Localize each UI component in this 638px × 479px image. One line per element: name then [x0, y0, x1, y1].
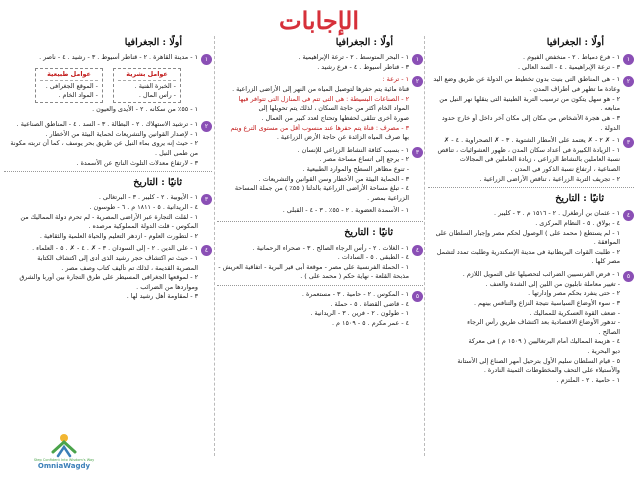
- answer-line: ٢ - هو سهل يتكون من ترسيب التربة الطينية التى ينقلها نهر النيل من: [439, 94, 620, 103]
- answer-line: منابعه .: [600, 104, 620, 113]
- answer-line: وعادة ما تظهر فى أطراف المدن .: [529, 85, 620, 94]
- answer-line: ٢ - تجريف التربة الزراعية ، تناقص الأراضى الزراعية .: [479, 174, 620, 183]
- answer-line: ٣ - هى هجرة الأشخاص من مكان إلى مكان آخر داخل أو خارج حدود: [441, 113, 620, 122]
- question-block: [4, 105, 212, 117]
- answer-line: ٣ - ترعة الإبراهيمية . ٤ - السد العالى .: [517, 62, 620, 71]
- table-header: عوامل بشرية: [118, 70, 176, 81]
- answer-line: ١ - بسبب كثافة النشاط الزراعى للإنسان .: [297, 145, 409, 154]
- answer-line: الزراعية بمصر .: [367, 193, 409, 202]
- question-block: [4, 53, 212, 65]
- answer-line: ١ - عثمان بن أرطغرل . ٢ - ١٥١٦ م . ٣ - كليبر .: [494, 209, 620, 218]
- answer-line: ٥ - قيام السلطان سليم الأول بترحيل أمهر الصناع إلى الأستانة: [457, 356, 620, 365]
- question-block: [217, 206, 423, 218]
- natural-factors-column: [35, 68, 103, 103]
- question-block: [4, 244, 212, 302]
- answer-line: ١ - لإصدار القوانين والتشريعات لحماية البيئة من الأخطار .: [45, 129, 198, 138]
- answers-column-2: [217, 34, 423, 474]
- answer-line: ١ - ترشيد الاستهلاك . ٢ - البطالة . ٣ - السد . ٤ - المناطق الصناعية .: [16, 120, 198, 129]
- divider: [217, 285, 423, 286]
- question-number: ٥: [412, 291, 423, 302]
- answer-line: ١ - الأيوبية . ٢ - كليبر . ٣ - البرتغالى .: [98, 193, 198, 202]
- answer-line: ١ - الغلات . ٢ - رأس الرجاء الصالح . ٣ - صحراء الرحمانية .: [252, 243, 409, 252]
- answer-line: ٤ - عمر مكرم . ٥ - ١٥٠٩ م .: [331, 318, 409, 327]
- question-number: ٣: [412, 147, 423, 158]
- answer-line: ٢ - لموقعها الجغرافى المسيطر على طرق التجارة بين أوربا والشرق: [19, 273, 198, 282]
- answer-line: ١ - الزيادة الكبيرة فى أعداد سكان المدن ، ظهور العشوائيات ، تناقص: [437, 145, 620, 154]
- answer-line: ٢ - يرجع إلى اتساع مساحة مصر .: [319, 155, 409, 164]
- answer-line: - رأس المال .: [138, 91, 176, 100]
- question-block: [217, 290, 423, 328]
- answers-column-3: [4, 34, 212, 474]
- answer-line: ١ - طولون . ٢ - فرين . ٣ - الريدانية .: [310, 309, 409, 318]
- history-heading: ثانيًا : التاريخ: [555, 193, 604, 205]
- question-number: ٤: [412, 245, 423, 256]
- answer-line: ٣ - سوء الأوضاع السياسية نتيجة النزاع والتنافس بينهم .: [473, 298, 620, 307]
- answer-line: ٢ - حيث إنه يروى بماء النيل عن طريق بحر يوسف ، كما أن تربته مكونة: [10, 139, 198, 148]
- answer-line: ٤ - بولاق . ٥ - النظام المركزى .: [535, 219, 620, 228]
- answer-line: - ضعف القوة العسكرية للمماليك .: [529, 308, 620, 317]
- answer-line: الدولة .: [600, 123, 620, 132]
- answer-line: ١ - الأسمدة العضوية . ٢ - ٥٥٪ . ٣ - ٤ - القبلى .: [282, 206, 409, 215]
- answer-line: المصرية القديمة ، لذلك تم تأليف كتاب وصف مصر .: [61, 263, 198, 272]
- question-block: [4, 193, 212, 241]
- question-block: [428, 136, 634, 184]
- answer-line: المواد الخام أكثر من حاجة السكان ، لذلك يتم تحويلها إلى: [258, 104, 409, 113]
- answer-line: ٢ - طلبت القوات البريطانية فى مدينة الإسكندرية وطلبت تمدد لتشمل: [436, 247, 620, 256]
- question-number: ٣: [623, 137, 634, 148]
- answer-line: مصر كلها .: [591, 257, 620, 266]
- answer-line: الموافقة .: [593, 238, 620, 247]
- answer-line: ٤ - الطبقى . ٥ - السادات .: [337, 253, 409, 262]
- answer-line: - تدهور الأوضاع الاقتصادية بعد اكتشاف طريق رأس الرجاء: [467, 318, 620, 327]
- question-block: [428, 53, 634, 72]
- question-number: ٢: [623, 76, 634, 87]
- answer-line: مذبحة القلعة - نهاية حكم ( محمد على ) .: [300, 272, 409, 281]
- answer-line: - الموقع الجغرافى .: [45, 81, 98, 90]
- question-number: ٢: [412, 76, 423, 87]
- question-block: [428, 75, 634, 133]
- answer-line: المكوس - قلت الدولة المملوكية مرصده .: [88, 222, 198, 231]
- answer-line: نسبة العاملين بالنشاط الزراعى ، زيادة العاملين فى المجالات: [459, 155, 620, 164]
- column-divider: [424, 36, 425, 456]
- question-number: ٥: [623, 271, 634, 282]
- answers-column-1: [428, 34, 634, 474]
- answer-line: - الخبرة الفنية .: [134, 81, 176, 90]
- question-number: ٤: [201, 245, 212, 256]
- divider: [428, 187, 634, 188]
- answer-line: صورة أخرى تتلقى لحفظها وتحتاج لعدد كبير من العمال .: [261, 113, 409, 122]
- geography-heading: أولًا : الجغرافيا: [124, 37, 182, 48]
- answer-line: والأستيلاء على التحف والمخطوطات الثمينة النادرة .: [483, 366, 620, 375]
- geography-heading: أولًا : الجغرافيا: [546, 37, 604, 48]
- answer-line: - المواد الخام .: [58, 91, 98, 100]
- column-divider: [214, 36, 215, 456]
- question-number: ١: [623, 54, 634, 65]
- answer-line: ١ - مدينة القاهرة . ٢ - قناطر أسيوط . ٣ - رشيد . ٤ - ناصر .: [39, 53, 198, 62]
- divider: [217, 221, 423, 222]
- brand-logo: [24, 432, 104, 478]
- question-number: [412, 207, 423, 218]
- question-number: ١: [412, 54, 423, 65]
- answer-line: ١ - لم يستطع ( محمد على ) الوصول لحكم مصر وإجبار السلطان على: [435, 228, 620, 237]
- divider: [4, 171, 212, 172]
- logo-figure-icon: [47, 432, 81, 458]
- logo-tagline: Step Confident Into Wisdom's Way: [33, 458, 95, 462]
- answer-line: ١ - حامية . ٢ - الملتزم .: [556, 375, 620, 384]
- answer-line: ٤ - تبلغ مساحة الأراضى الزراعية بالدلتا ( ٥٥٪ ) من جملة المساحة: [234, 184, 409, 193]
- question-number: ٢: [201, 121, 212, 132]
- question-block: [4, 120, 212, 168]
- answer-line: من طمى النيل .: [155, 148, 198, 157]
- answer-line: - تغيير معاملة نابليون من اللين إلى الشدة والعنف .: [485, 279, 620, 288]
- question-block: [428, 270, 634, 385]
- answer-line: ١ - فرع دمياط . ٢ - منخفض الفيوم .: [523, 53, 620, 62]
- answer-line: ٢ - حتى ينفرد بحكم مصر وإدارتها .: [528, 289, 620, 298]
- question-number: [201, 106, 212, 117]
- answer-line: ١ - فرض الفرنسيين الضرائب لتحصيلها على التمويل اللازم .: [462, 270, 620, 279]
- factors-table: [4, 68, 212, 103]
- answer-line: ١ - البحر المتوسط . ٢ - ترعة الإبراهيمية .: [298, 53, 409, 62]
- answer-line: - تنوع مظاهر السطح والموارد الطبيعية .: [302, 164, 409, 173]
- answer-line: ١ - ✗ ٢ - ✗ يعتمد على الأمطار الشتوية . ٣ - ✗ الصحراوية . ٤ - ✗: [443, 136, 620, 145]
- answer-line: ١ - ترعة :: [382, 75, 409, 84]
- question-number: ٣: [201, 194, 212, 205]
- answer-line: ٣ - الحماية البيئة من الأخطار وسن القوانين والتشريعات .: [258, 174, 409, 183]
- question-block: [428, 209, 634, 267]
- answer-line: ٤ - هزيمة المماليك أمام البرتغاليين ( ١٥٠٩ م ) فى معركة: [468, 337, 620, 346]
- history-heading: ثانيًا : التاريخ: [344, 227, 393, 239]
- answer-line: ٢ - لتطورت العلوم - ازدهر التعليم والحياة العلمية والثقافية .: [39, 231, 198, 240]
- question-block: [217, 244, 423, 282]
- question-number: ٤: [623, 210, 634, 221]
- answer-line: الصالح .: [598, 327, 620, 336]
- answer-line: ٤ - الريدانية . ٥ - ١٨١١ م . ٦ - طوسون .: [89, 202, 198, 211]
- answer-line: ٤ - قاضى القضاة . ٥ - حملة .: [330, 299, 409, 308]
- answer-line: ٢ - الصناعات البسيطة : هى التى تتم فى المنازل التى تتوافر فيها: [238, 94, 409, 103]
- page-title: الإجابات: [278, 6, 360, 35]
- question-block: [217, 146, 423, 204]
- question-block: [217, 53, 423, 72]
- answer-line: الصناعية ، ارتفاع نسبة الذكور فى المدن .: [510, 164, 620, 173]
- question-number: ١: [201, 54, 212, 65]
- table-header: عوامل طبيعية: [40, 70, 98, 81]
- answer-line: ١ - ٥٥٪ من سكانه . ٢ - الأيدى والعيون .: [92, 105, 198, 114]
- answer-line: ١ - هى المناطق التى بنيت بدون تخطيط من الدولة عن طريق وضع اليد: [433, 75, 620, 84]
- history-heading: ثانيًا : التاريخ: [133, 177, 182, 189]
- answer-line: ١ - حيث تم اكتشاف حجر رشيد الذى أدى إلى اكتشاف الكتابة: [37, 254, 198, 263]
- geography-heading: أولًا : الجغرافيا: [335, 37, 393, 48]
- answer-line: ٣ - لمقاومة أهل رشيد لها .: [126, 292, 198, 301]
- answer-line: قناة مائية يتم حفرها لتوصيل المياه من النهر إلى الأراضى الزراعية .: [232, 85, 409, 94]
- answer-line: ١ - لقلت التجارة عبر الأراضى المصرية - لم تحرم دولة المماليك من: [20, 212, 198, 221]
- logo-brand-name: OmniaWagdy: [37, 462, 91, 470]
- answer-line: ١ - المكوس . ٢ - حامية . ٣ - مستعمرة .: [301, 290, 409, 299]
- answer-line: ١ - على الدين . ٢ - إلى السودان . ٣ - ✗ . ٤ - ✗ . ٥ - العلماء .: [32, 244, 198, 253]
- answer-line: ٣ - مصرف : قناة يتم حفرها عند منسوب أقل من مستوى الترع ويتم: [230, 123, 409, 132]
- answer-line: ١ - الحملة الفرنسية على مصر - موقعة أبى قير البرية - اتفاقية العريش -: [218, 262, 409, 271]
- answer-line: ومواردها من الضرائب .: [136, 282, 198, 291]
- question-block: [217, 75, 423, 142]
- answer-line: ٣ - قناطر أسيوط . ٤ - فرع رشيد .: [317, 62, 409, 71]
- answer-line: ٣ - لارتفاع معدلات التلوث الناتج عن الأسمدة .: [76, 158, 198, 167]
- answer-line: بها صرف المياه الزائدة عن حاجة الأرض الزراعية .: [276, 133, 409, 142]
- human-factors-column: [113, 68, 181, 103]
- answer-line: ديو البحرية .: [587, 346, 620, 355]
